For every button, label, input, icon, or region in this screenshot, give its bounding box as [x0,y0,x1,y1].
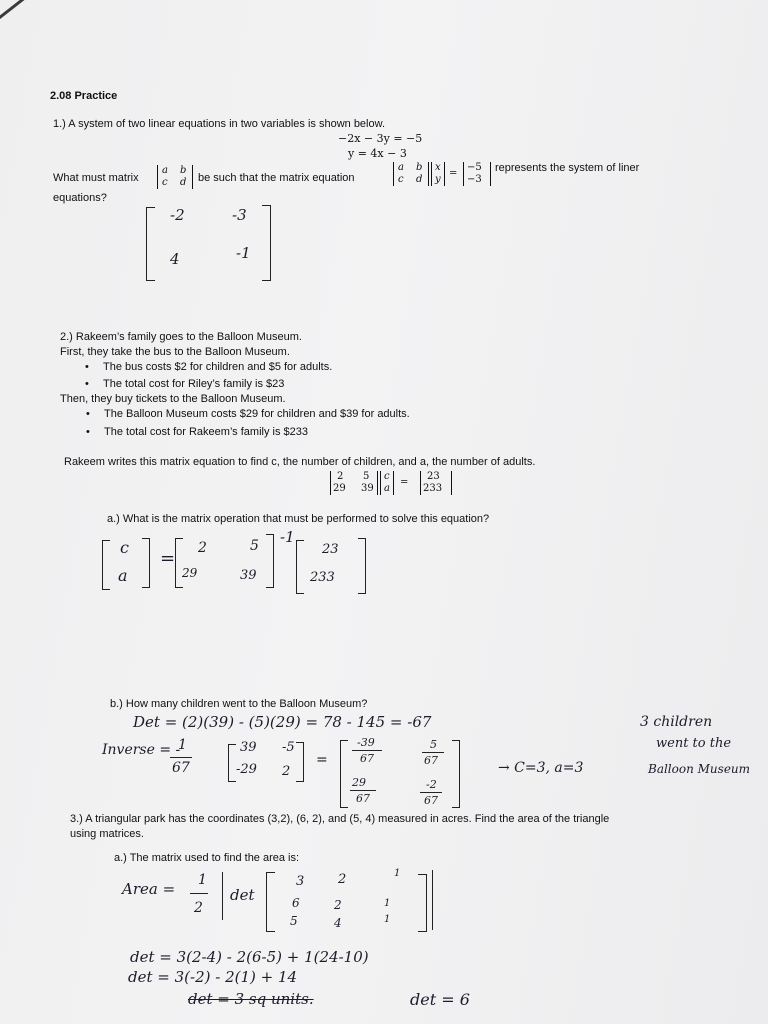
q3-work-line-1: det = 3(2-4) - 2(6-5) + 1(24-10) [130,948,369,966]
q2-bullet-3: • The Balloon Museum costs $29 for children and $39 for adults. [104,407,410,421]
q3a-question: a.) The matrix used to find the area is: [114,852,300,864]
q1-rhs-vector: −5 −3 [463,162,491,186]
q2b-equals: = [316,752,328,768]
q2-then: Then, they buy tickets to the Balloon Museum. [60,393,286,405]
q1-equals: = [449,168,458,179]
q1-question-end: equations? [53,192,107,204]
q1-vector-xy: x y [431,162,445,186]
q1-answer-left-bracket [146,207,155,281]
pencil-tip [0,0,40,25]
q2-coef-matrix: 2 5 29 39 [330,471,378,495]
q1-question-pre: What must matrix [53,172,139,184]
q1-answer-right-bracket [262,205,271,281]
worksheet-page: 2.08 Practice 1.) A system of two linear equations in two variables is shown below. −2x − 3y = −5 y = 4x − 3 What must matrix a b c d be such that the matrix equation a b c d x y = −5 −3 represents the system of liner equations? -2 -3 4 -1 2.) Rakeem’s family goes to the Balloon Museum. First, they take the bus to the Balloon Museum. • The bus costs $2 for children and $5 for adults. • The total cost for Riley’s family is $23 Then, they buy tickets to the Balloon Museum. • The Balloon Museum costs $29 for children and $39 for adults. • The total cost for Rakeem’s family is $233 Rakeem writes this matrix equation to find c, the number of children, and a, the number of adults. 2 5 29 39 c a = 23 233 a.) What is the matrix operation that must be performed to solve this equation? c a = 2 5 29 39 -1 23 233 b.) How many children went to the Balloon Museum? Det = (2)(39) - (5)(29) = 78 - 145 = -67 Inverse = - 1 67 39 -5 -29 2 = -39 67 5 67 29 67 -2 67 → C=3, a=3 3 children went to the Balloon Museum 3.) A triangular park has the coordinates (3,2), (6, 2), and (5, 4) measured in acres. Find the area of the triangle using matrices. a.) The matrix used to find the area is: Area = 1 2 det 3 2 1 6 2 1 5 4 1 det = 3(2-4) - 2(6-5) + 1(24-10) det = 3(-2) - 2(1) + 14 det = 3 sq units. det = 6 [0,0,768,1024]
q2-bullet-2: • The total cost for Riley’s family is $23 [103,377,284,391]
q2b-question: b.) How many children went to the Balloon Museum? [110,698,368,710]
q2-writes: Rakeem writes this matrix equation to find c, the number of children, and a, the number of adults. [64,456,536,468]
q2b-determinant: Det = (2)(39) - (5)(29) = 78 - 145 = -67 [133,713,432,731]
q1-equation-1: −2x − 3y = −5 [338,132,423,145]
q3-det-word: det [230,886,255,904]
q2-intro: 2.) Rakeem’s family goes to the Balloon Museum. [60,331,302,343]
q2-first: First, they take the bus to the Balloon Museum. [60,346,290,358]
q3-work-line-2: det = 3(-2) - 2(1) + 14 [128,968,298,986]
q2b-inverse-label: Inverse = - [102,742,181,758]
q1-matrix-abcd-2: a b c d [393,162,429,186]
q1-equation-2: y = 4x − 3 [348,147,407,160]
page-title: 2.08 Practice [50,90,118,102]
q1-question-mid: be such that the matrix equation [198,172,355,184]
q3-prompt-line-2: using matrices. [70,828,144,840]
q3-area-label: Area = [122,880,176,898]
q2a-question: a.) What is the matrix operation that must be performed to solve this equation? [107,513,490,525]
q2-bullet-4: • The total cost for Rakeem’s family is $233 [104,425,308,439]
q2-rhs-vector: 23 233 [420,471,452,495]
q2b-solution: → C=3, a=3 [498,760,584,776]
q3-prompt-line-1: 3.) A triangular park has the coordinates (3,2), (6, 2), and (5, 4) measured in acres. Find the area of the triangle [70,813,610,825]
q3-abs-left [222,872,223,920]
q2-equals: = [400,477,409,488]
q3-final-det: det = 6 [410,990,470,1009]
q2-var-vector: c a [380,471,394,495]
q2-bullet-1: • The bus costs $2 for children and $5 for adults. [103,360,332,374]
q1-prompt: 1.) A system of two linear equations in two variables is shown below. [53,118,386,130]
q1-question-post: represents the system of liner [495,162,640,174]
q1-matrix-abcd: a b c d [157,165,193,189]
q3-abs-right [432,870,433,930]
q3-work-line-3: det = 3 sq units. [188,990,314,1008]
